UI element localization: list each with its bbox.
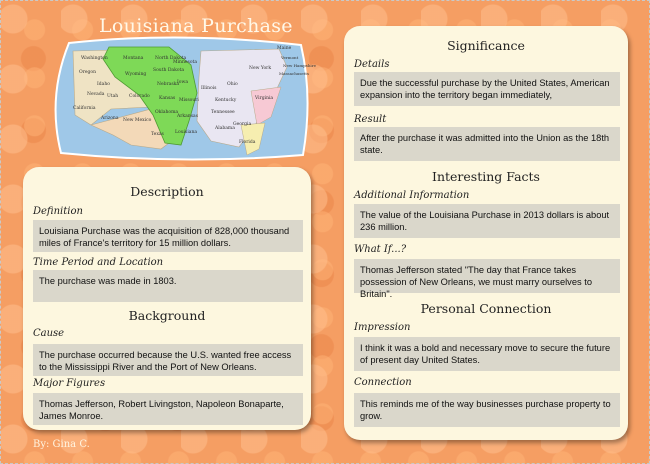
personal-connection-heading: Personal Connection — [420, 301, 552, 316]
us-map — [51, 37, 316, 161]
map-label-louisiana: Louisiana — [175, 130, 198, 135]
description-heading: Description — [130, 184, 204, 199]
time-period-text: The purchase was made in 1803. — [33, 270, 303, 302]
details-text: Due the successful purchase by the United States, American expansion into the territory began immediately, — [354, 72, 620, 106]
map-label-iowa: Iowa — [177, 80, 189, 85]
map-label-alabama: Alabama — [215, 126, 235, 131]
map-label-vermont: Vermont — [281, 55, 299, 60]
map-label-colorado: Colorado — [129, 94, 150, 99]
map-label-massachusetts: Massachusetts — [279, 71, 310, 76]
map-label-south-dakota: South Dakota — [153, 68, 185, 73]
map-label-illinois: Illinois — [201, 86, 217, 91]
time-period-label: Time Period and Location — [33, 257, 164, 268]
definition-label: Definition — [33, 206, 83, 217]
map-label-oregon: Oregon — [79, 70, 96, 75]
map-label-washington: Washington — [81, 56, 108, 61]
impression-text: I think it was a bold and necessary move to secure the future of present day United States. — [354, 337, 620, 371]
poster-title: Louisiana Purchase — [99, 15, 293, 37]
map-label-new-mexico: New Mexico — [123, 118, 152, 123]
result-text: After the purchase it was admitted into the Union as the 18th state. — [354, 127, 620, 161]
map-label-utah: Utah — [107, 94, 119, 99]
map-label-ohio: Ohio — [227, 82, 238, 87]
author-credit: By: Gina C. — [33, 439, 90, 450]
additional-info-text: The value of the Louisiana Purchase in 2013 dollars is about 236 million. — [354, 204, 620, 238]
description-card — [23, 167, 311, 430]
map-label-new-york: New York — [249, 66, 272, 71]
map-label-nebraska: Nebraska — [157, 82, 180, 87]
map-label-california: California — [73, 106, 96, 111]
map-label-maine: Maine — [277, 46, 292, 51]
map-label-wyoming: Wyoming — [125, 72, 147, 77]
definition-text: Louisiana Purchase was the acquisition of 828,000 thousand miles of France's territory for 15 million dollars. — [33, 220, 303, 252]
additional-info-label: Additional Information — [354, 190, 470, 201]
map-label-missouri: Missouri — [179, 98, 199, 103]
map-label-tennessee: Tennessee — [211, 110, 235, 115]
map-label-idaho: Idaho — [97, 82, 110, 87]
result-label: Result — [354, 114, 387, 125]
map-label-minnesota: Minnesota — [173, 60, 198, 65]
what-if-label: What If...? — [354, 244, 407, 255]
interesting-facts-heading: Interesting Facts — [432, 169, 540, 184]
map-label-nevada: Nevada — [87, 92, 105, 97]
major-figures-label: Major Figures — [33, 378, 106, 389]
map-label-georgia: Georgia — [233, 122, 252, 127]
map-label-montana: Montana — [123, 56, 144, 61]
what-if-text: Thomas Jefferson stated "The day that France takes possession of New Orleans, we must marry ourselves to Britain". — [354, 259, 620, 293]
significance-heading: Significance — [447, 38, 525, 53]
significance-card — [344, 26, 628, 440]
impression-label: Impression — [354, 322, 411, 333]
map-label-arizona: Arizona — [101, 116, 119, 121]
map-label-north-dakota: North Dakota — [155, 56, 187, 61]
map-label-kansas: Kansas — [159, 96, 176, 101]
background-heading: Background — [128, 308, 206, 323]
cause-text: The purchase occurred because the U.S. wanted free access to the Mississippi River and the Port of New Orleans. — [33, 344, 303, 376]
map-label-virginia: Virginia — [255, 96, 274, 101]
map-label-florida: Florida — [239, 140, 256, 145]
cause-label: Cause — [33, 328, 65, 339]
major-figures-text: Thomas Jefferson, Robert Livingston, Napoleon Bonaparte, James Monroe. — [33, 393, 303, 425]
map-label-kentucky: Kentucky — [215, 98, 237, 103]
map-label-oklahoma: Oklahoma — [155, 110, 179, 115]
details-label: Details — [354, 59, 390, 70]
map-label-arkansas: Arkansas — [177, 114, 199, 119]
connection-text: This reminds me of the way businesses purchase property to grow. — [354, 393, 620, 427]
connection-label: Connection — [354, 377, 412, 388]
map-label-new-hampshire: New Hampshire — [283, 63, 316, 68]
map-label-texas: Texas — [151, 132, 164, 137]
